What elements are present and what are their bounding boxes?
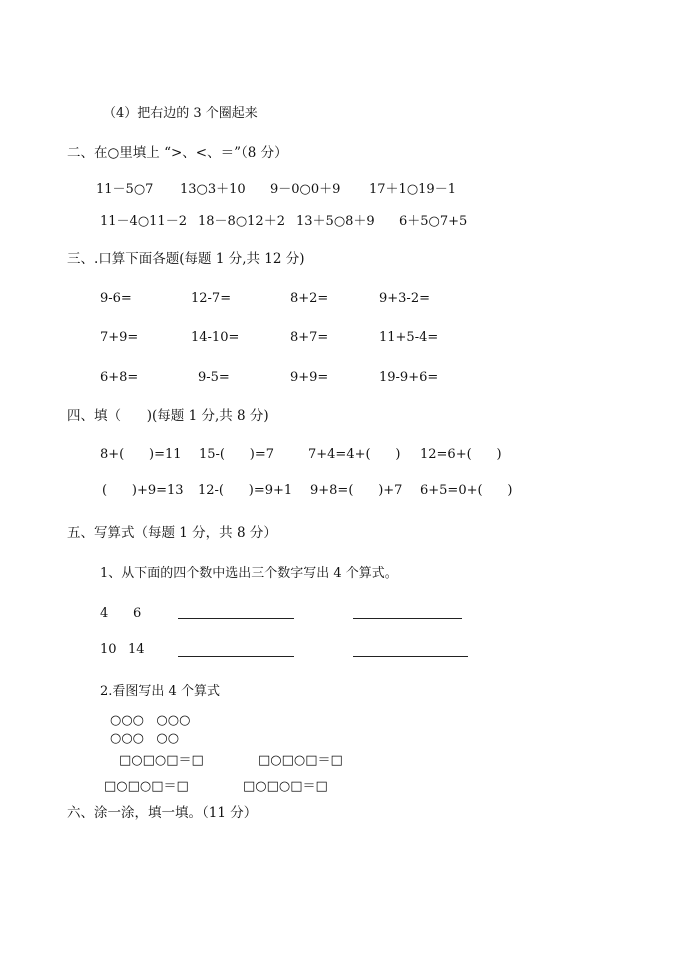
- compare-1-2: 13○3＋10: [180, 182, 246, 197]
- calc-1-4: 9+3-2=: [379, 291, 430, 306]
- compare-1-3: 9－0○0＋9: [270, 182, 341, 197]
- compare-1-4: 17＋1○19－1: [369, 182, 456, 197]
- calc-2-4: 11+5-4=: [379, 330, 439, 345]
- calc-3-2: 9-5=: [198, 370, 230, 385]
- fill-2-1: ( )+9=13: [102, 483, 184, 498]
- calc-3-3: 9+9=: [290, 370, 329, 385]
- fill-2-4: 6+5=0+( ): [420, 483, 513, 498]
- compare-2-1: 11－4○11－2: [100, 214, 187, 229]
- q1-instruction: 1、从下面的四个数中选出三个数字写出 4 个算式。: [100, 566, 398, 581]
- q2-instruction: 2.看图写出 4 个算式: [100, 684, 220, 699]
- fill-1-4: 12=6+( ): [420, 447, 502, 462]
- fill-2-2: 12-( )=9+1: [198, 483, 293, 498]
- answer-line-1[interactable]: [178, 618, 294, 619]
- calc-3-4: 19-9+6=: [379, 370, 439, 385]
- number-10: 10: [100, 642, 117, 657]
- answer-line-2[interactable]: [353, 618, 462, 619]
- answer-line-4[interactable]: [353, 656, 468, 657]
- section-2-title: 二、在○里填上 “>、<、＝”（8 分）: [67, 145, 288, 161]
- box-equation-2: □○□○□＝□: [258, 753, 343, 768]
- compare-2-2: 18－8○12＋2: [198, 214, 285, 229]
- section-3-title: 三、.口算下面各题(每题 1 分,共 12 分): [67, 251, 305, 267]
- fill-2-3: 9+8=( )+7: [310, 483, 403, 498]
- calc-1-3: 8+2=: [290, 291, 329, 306]
- box-equation-4: □○□○□＝□: [243, 779, 328, 794]
- calc-1-2: 12-7=: [191, 291, 232, 306]
- calc-2-2: 14-10=: [191, 330, 240, 345]
- answer-line-3[interactable]: [178, 656, 294, 657]
- section-6-title: 六、涂一涂，填一填。（11 分）: [67, 805, 258, 821]
- compare-2-3: 13＋5○8＋9: [296, 214, 375, 229]
- number-4: 4: [100, 606, 109, 621]
- fill-1-3: 7+4=4+( ): [308, 447, 401, 462]
- compare-2-4: 6＋5○7+5: [399, 214, 468, 229]
- section-4-title: 四、填（ )(每题 1 分,共 8 分): [67, 408, 269, 424]
- box-equation-3: □○□○□＝□: [104, 779, 189, 794]
- number-14: 14: [128, 642, 145, 657]
- fill-1-2: 15-( )=7: [199, 447, 275, 462]
- compare-1-1: 11－5○7: [96, 182, 154, 197]
- box-equation-1: □○□○□＝□: [119, 753, 204, 768]
- calc-1-1: 9-6=: [100, 291, 132, 306]
- fill-1-1: 8+( )=11: [100, 447, 182, 462]
- calc-3-1: 6+8=: [100, 370, 139, 385]
- item-4-circle-three: （4）把右边的 3 个圈起来: [103, 106, 258, 121]
- number-6: 6: [133, 606, 142, 621]
- circles-row-2: ○○○ ○○: [110, 731, 180, 746]
- calc-2-1: 7+9=: [100, 330, 139, 345]
- circles-row-1: ○○○ ○○○: [110, 713, 191, 728]
- section-5-title: 五、写算式（每题 1 分，共 8 分）: [67, 525, 277, 541]
- calc-2-3: 8+7=: [290, 330, 329, 345]
